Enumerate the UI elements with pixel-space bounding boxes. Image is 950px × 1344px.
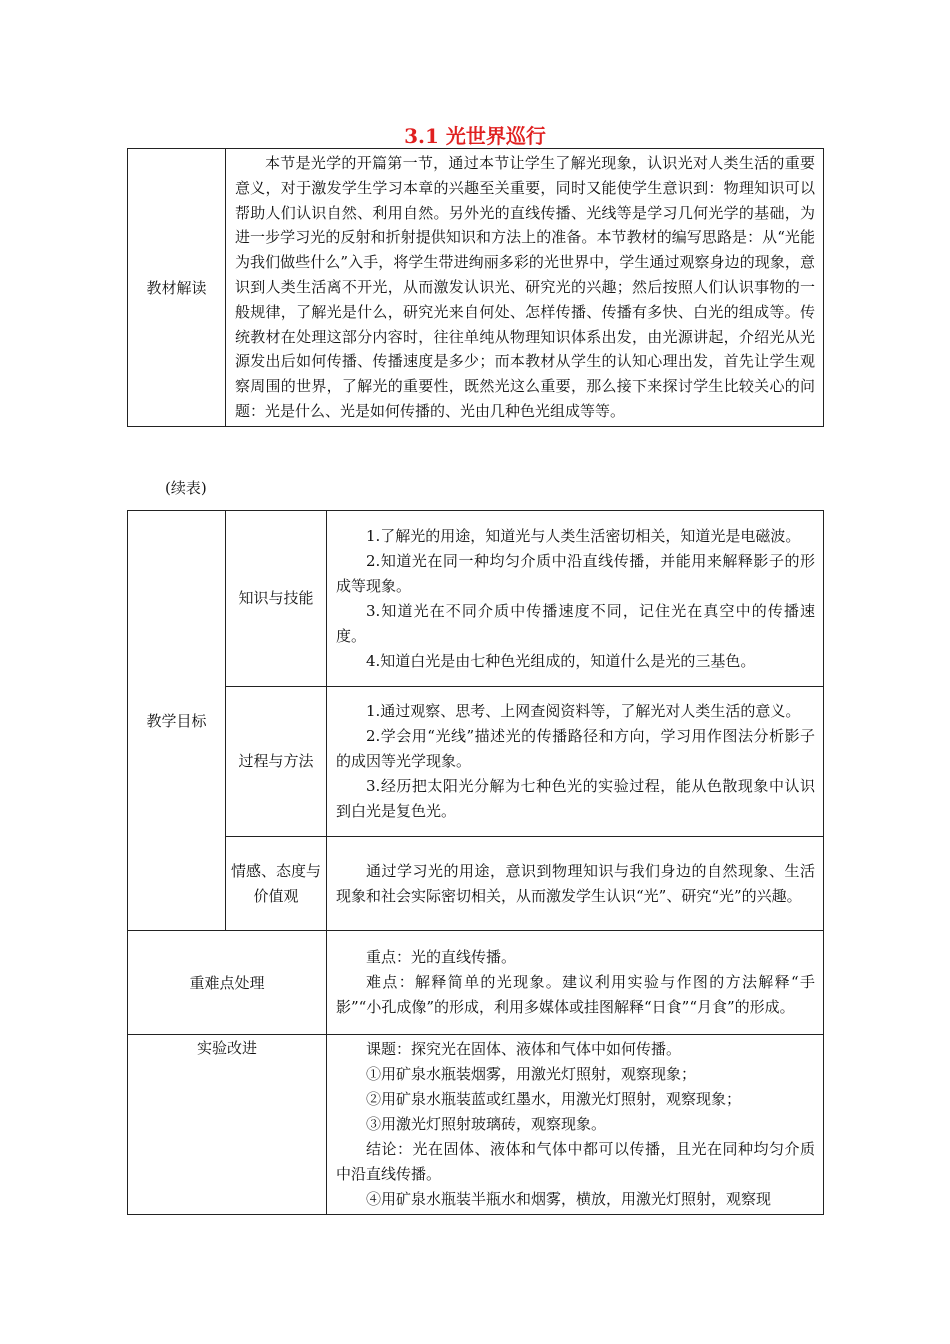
- experiment-conclusion: 结论：光在固体、液体和气体中都可以传播，且光在同种均匀介质中沿直线传播。: [336, 1140, 815, 1183]
- experiment-topic: 课题：探究光在固体、液体和气体中如何传播。: [366, 1040, 682, 1058]
- list-item: 4.知道白光是由七种色光组成的，知道什么是光的三基色。: [366, 651, 756, 670]
- experiment-step: ④用矿泉水瓶装半瓶水和烟雾，横放，用激光灯照射，观察现: [366, 1190, 772, 1208]
- knowledge-skills-label: 知识与技能: [226, 511, 327, 687]
- list-item: 3.经历把太阳光分解为七种色光的实验过程，能从色散现象中认识到白光是复色光。: [336, 777, 815, 820]
- experiment-improvement-content: [327, 1035, 824, 1215]
- experiment-step: ①用矿泉水瓶装烟雾，用激光灯照射，观察现象；: [366, 1065, 697, 1083]
- list-item: 3.知道光在不同介质中传播速度不同，记住光在真空中的传播速度。: [336, 601, 815, 645]
- table-row: [128, 1035, 824, 1215]
- textbook-interpretation-label: 教材解读: [128, 149, 226, 427]
- process-methods-content: [327, 687, 824, 837]
- experiment-improvement-label: 实验改进: [128, 1035, 327, 1215]
- list-item: 1.了解光的用途，知道光与人类生活密切相关，知道光是电磁波。: [366, 526, 801, 545]
- table-row: [128, 931, 824, 1035]
- table-row: [128, 149, 824, 427]
- knowledge-skills-content: [327, 511, 824, 687]
- list-item: 2.学会用“光线”描述光的传播路径和方向，学习用作图法分析影子的成因等光学现象。: [336, 727, 815, 770]
- emotion-attitude-values-label: 情感、态度与价值观: [226, 837, 327, 931]
- process-methods-label: 过程与方法: [226, 687, 327, 837]
- experiment-step: ③用激光灯照射玻璃砖，观察现象。: [366, 1115, 607, 1133]
- experiment-step: ②用矿泉水瓶装蓝或红墨水，用激光灯照射，观察现象；: [366, 1090, 742, 1108]
- teaching-plan-table: [127, 510, 824, 1215]
- key-difficult-points-label: 重难点处理: [128, 931, 327, 1035]
- list-item: 1.通过观察、思考、上网查阅资料等，了解光对人类生活的意义。: [366, 702, 801, 720]
- textbook-interpretation-paragraph: 本节是光学的开篇第一节，通过本节让学生了解光现象，认识光对人类生活的重要意义，对于激发学生学习本章的兴趣至关重要，同时又能使学生意识到：物理知识可以帮助人们认识自然、利用自然。另外光的直线传播、光线等是学习几何光学的基础，为进一步学习光的反射和折射提供知识和方法上的准备。本节教材的编写思路是：从“光能为我们做些什么”入手，将学生带进绚丽多彩的光世界中，学生通过观察身边的现象，意识到人类生活离不开光，从而激发认识光、研究光的兴趣；然后按照人们认识事物的一般规律，了解光是什么，研究光来自何处、怎样传播、传播有多快、白光的组成等。传统教材在处理这部分内容时，往往单纯从物理知识体系出发，由光源讲起，介绍光从光源发出后如何传播、传播速度是多少；而本教材从学生的认知心理出发，首先让学生观察周围的世界，了解光的重要性，既然光这么重要，那么接下来探讨学生比较关心的问题：光是什么、光是如何传播的、光由几种色光组成等等。: [235, 154, 815, 420]
- continued-table-label: (续表): [165, 479, 207, 497]
- emotion-attitude-values-text: 通过学习光的用途，意识到物理知识与我们身边的自然现象、生活现象和社会实际密切相关，从而激发学生认识“光”、研究“光”的兴趣。: [336, 861, 815, 905]
- textbook-interpretation-text: [226, 149, 824, 427]
- emotion-attitude-values-content: [327, 837, 824, 931]
- difficult-point: 难点：解释简单的光现象。建议利用实验与作图的方法解释“手影”“小孔成像”的形成，利用多媒体或挂图解释“日食”“月食”的形成。: [336, 973, 815, 1016]
- teaching-objectives-label: 教学目标: [128, 511, 226, 931]
- table-row: [128, 511, 824, 687]
- list-item: 2.知道光在同一种均匀介质中沿直线传播，并能用来解释影子的形成等现象。: [336, 551, 815, 595]
- page-title: 3.1 光世界巡行: [404, 124, 546, 148]
- key-difficult-points-content: [327, 931, 824, 1035]
- key-point: 重点：光的直线传播。: [366, 948, 517, 966]
- textbook-interpretation-table: [127, 148, 824, 427]
- table-row: [128, 687, 824, 837]
- table-row: [128, 837, 824, 931]
